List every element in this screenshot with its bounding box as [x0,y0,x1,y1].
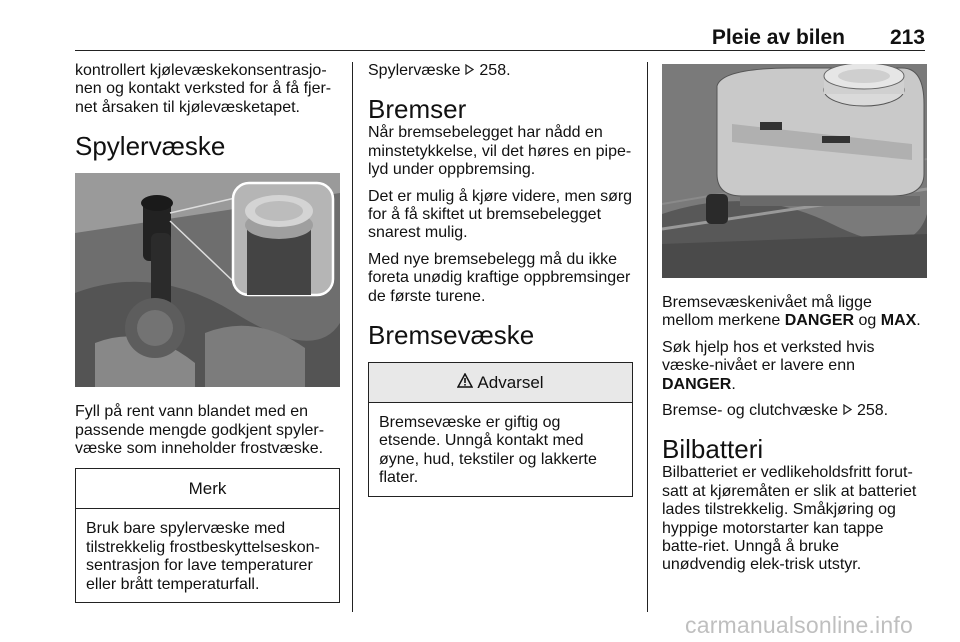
warning-box [368,362,633,497]
page-reference-icon [843,402,853,420]
reference-washer-fluid [368,62,633,80]
max-label: MAX [880,312,917,330]
header-rule [75,50,925,51]
paragraph-coolant-continued: kontrollert kjølevæskekonsentrasjo-nen og kontakt verksted for å få fjer-net årsaken til kjølevæsketapet. [75,62,332,116]
warning-text: Bremsevæske er giftig og etsende. Unngå kontakt med øyne, hud, tekstiler og lakkerte flater. [379,414,597,487]
reference-brake-clutch-fluid [662,402,927,420]
page-header [75,18,925,50]
heading-battery: Bilbatteri [662,434,764,465]
column-3 [662,62,927,583]
paragraph-brake-fluid-level [662,294,927,331]
watermark: carmanualsonline.info [685,612,913,638]
column-2 [368,62,633,497]
danger-label-2: DANGER [662,375,732,393]
reference-page: 258. [856,402,889,420]
and-text: og [854,312,881,330]
note-body [76,509,339,602]
brake-fluid-reservoir-photo [662,64,927,278]
paragraph-battery: Bilbatteriet er vedlikeholdsfritt forut-satt at kjøremåten er slik at batteriet lades tilstrekkelig. Småkjøring og hyppige motorstarter kan tappe batte-riet. Unngå å bruke unødvendig elek-trisk utstyr. [662,464,917,574]
section-title: Pleie av bilen [711,26,845,49]
help-text: Søk hjelp hos et verksted hvis væske-nivået er lavere enn [662,338,875,375]
note-title: Merk [76,469,339,509]
warning-body [369,403,632,496]
paragraph-brakes-1: Når bremsebelegget har nådd en minstetykkelse, vil det høres en pipe-lyd under oppbremsing. [368,124,632,179]
page-number: 213 [889,26,925,49]
warning-triangle-icon [457,373,473,393]
reference-label: Bremse- og clutchvæske [662,402,839,420]
paragraph-fill-washer: Fyll på rent vann blandet med en passende mengde godkjent spyler-væske som inneholder frostvæske. [75,403,325,458]
washer-fluid-reservoir-photo [75,173,340,387]
note-box [75,468,340,603]
reference-label: Spylervæske [368,62,461,79]
reference-page: 258. [479,62,511,79]
heading-brakes: Bremser [368,94,467,125]
heading-brake-fluid: Bremsevæske [368,320,535,351]
level-text: Bremsevæskenivået må ligge mellom merkene [662,294,872,330]
column-divider-1 [352,62,353,612]
warning-title: Advarsel [477,373,544,393]
period: . [916,312,921,330]
column-1 [75,62,340,603]
danger-label: DANGER [784,312,855,330]
page-reference-icon [465,62,475,80]
column-divider-2 [647,62,648,612]
paragraph-seek-help [662,339,927,394]
paragraph-brakes-2: Det er mulig å kjøre videre, men sørg for å få skiftet ut bremsebelegget snarest mulig. [368,187,633,242]
paragraph-brakes-3: Med nye bremsebelegg må du ikke foreta unødig kraftige oppbremsinger de første turene. [368,250,631,305]
note-text: Bruk bare spylervæske med tilstrekkelig frostbeskyttelseskon-sentrasjon for lave temperaturer eller brått temperaturfall. [86,520,320,593]
warning-header [369,363,632,403]
heading-washer-fluid: Spylervæske [75,131,226,162]
period-2: . [731,375,736,393]
